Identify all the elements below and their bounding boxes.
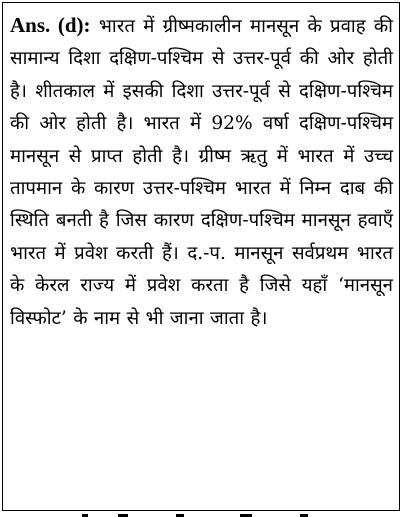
answer-label: Ans. (d): (10, 13, 91, 37)
next-content-edge (0, 511, 404, 517)
answer-box (2, 2, 400, 511)
answer-paragraph (10, 9, 393, 335)
answer-text: भारत में ग्रीष्मकालीन मानसून के प्रवाह की सामान्य दिशा दक्षिण-पश्चिम से उत्तर-पूर्व की ओर होती है। शीतकाल में इसकी दिशा उत्तर-पूर्व से दक्षिण-पश्चिम की ओर होती है। भारत में 92% वर्षा दक्षिण-पश्चिम मानसून से प्राप्त होती है। ग्रीष्म ऋतु में भारत में उच्च तापमान के कारण उत्तर-पश्चिम भारत में निम्न दाब की स्थिति बनती है जिस कारण दक्षिण-पश्चिम मानसून हवाएँ भारत में प्रवेश करती हैं। द.-प. मानसून सर्वप्रथम भारत के केरल राज्य में प्रवेश करता है जिसे यहाँ ‘मानसून विस्फोट’ के नाम से भी जाना जाता है। (10, 16, 393, 329)
